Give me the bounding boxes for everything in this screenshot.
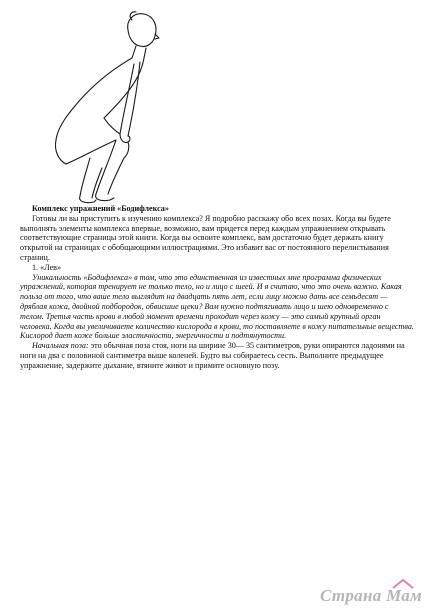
start-pose-label: Начальная поза: — [32, 341, 89, 351]
exercise-description: Уникальность «Бодифлекса» в том, что это единственная из известных мне программа физических упражнений, которая тренирует не только тело, но и лицо с шеей. И я считаю, что это очень важно. Какая польза от того, что ваше тело выглядит на двадцать пять лет, если лицу можно дать все семьдесят — дряблая кожа, двойной подбородок, обвисшие щеки? Вам нужно подтягивать лицо и шею одновременно с телом. Третья часть крови в любой момент времени проходит через кожу — это самый крупный орган человека. Когда вы увеличиваете количество кислорода в крови, то поставляете в кожу питательные вещества. Кислород дает коже больше эластичности, энергичности и подтянутости. — [20, 272, 414, 341]
woman-bent-knees-icon — [28, 8, 178, 208]
section-heading: Комплекс упражнений «Бодифлекса» — [32, 204, 169, 213]
house-roof-icon — [392, 579, 414, 589]
start-pose-paragraph — [20, 341, 414, 370]
bent-over-pose-illustration — [28, 8, 178, 208]
exercise-title: 1. «Лев» — [32, 262, 62, 272]
watermark-text: Страна Мам — [319, 586, 422, 605]
intro-paragraph: Готовы ли вы приступить к изучению комплекса? Я подробно расскажу обо всех позах. Когда вы будете выполнять элементы комплекса впервые, возможно, вам придется перед каждым упражнением открывать соответствующие страницы этой книги. Когда вы освоите комплекс, вам достаточно будет держать книгу открытой на страницах с обобщающими иллюстрациями. Это избавит вас от постоянного перелистывания страниц. — [20, 213, 391, 262]
watermark-logo — [320, 586, 422, 606]
article-text — [20, 204, 414, 371]
start-pose-text: это обычная поза стоя, ноги на ширине 30— 35 сантиметров, руки опираются ладонями на ноги на два с половиной сантиметра выше коленей. Будто вы собираетесь сесть. Выполните предыдущее упражнение, задержите дыхание, втяните живот и примите основную позу. — [20, 341, 405, 370]
